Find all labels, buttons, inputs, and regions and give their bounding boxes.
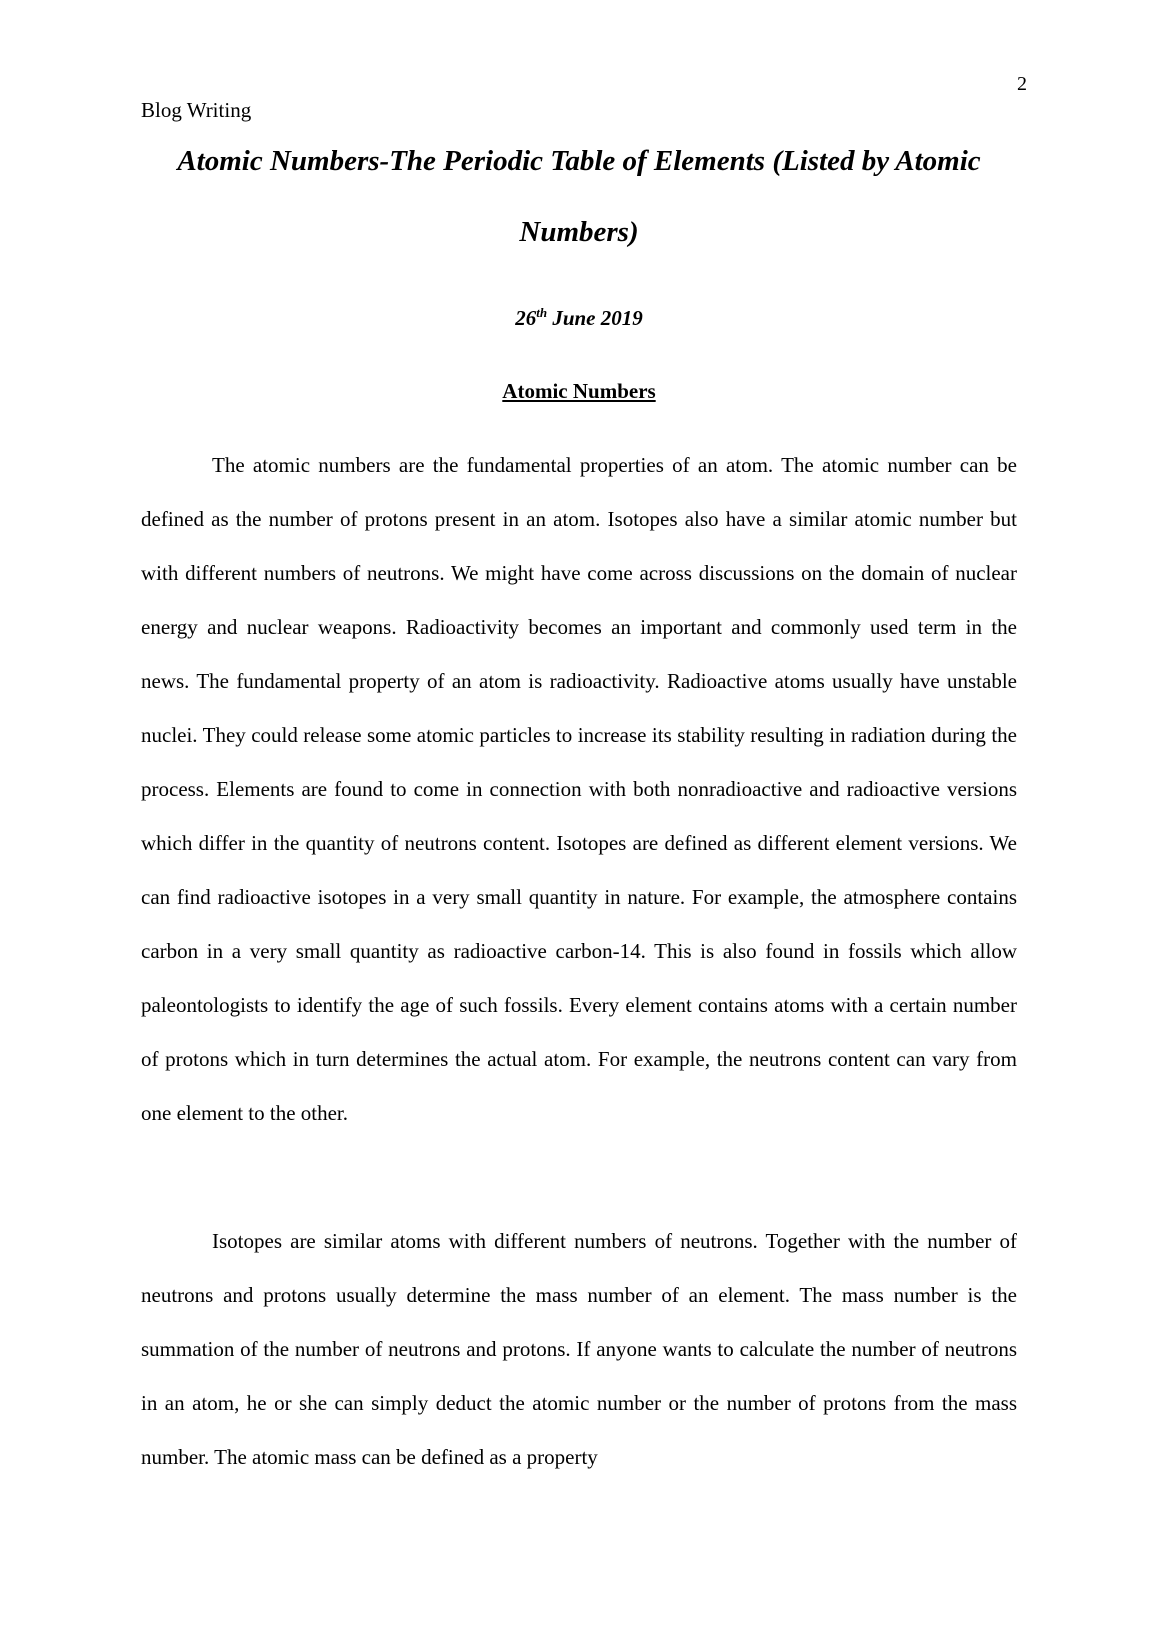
page-number: 2	[1017, 73, 1027, 95]
date-month-year: June 2019	[547, 306, 643, 330]
running-head: Blog Writing	[141, 98, 252, 122]
section-heading: Atomic Numbers	[502, 379, 656, 403]
body-paragraph: Isotopes are similar atoms with different numbers of neutrons. Together with the number of neutrons and protons usually determine the mass number of an element. The mass number is the summation of the number of neutrons and protons. If anyone wants to calculate the number of neutrons in an atom, he or she can simply deduct the atomic number or the number of protons from the mass number. The atomic mass can be defined as a property	[141, 1229, 1017, 1469]
publication-date	[141, 304, 1017, 332]
body-paragraph: The atomic numbers are the fundamental properties of an atom. The atomic number can be defined as the number of protons present in an atom. Isotopes also have a similar atomic number but with different numbers of neutrons. We might have come across discussions on the domain of nuclear energy and nuclear weapons. Radioactivity becomes an important and commonly used term in the news. The fundamental property of an atom is radioactivity. Radioactive atoms usually have unstable nuclei. They could release some atomic particles to increase its stability resulting in radiation during the process. Elements are found to come in connection with both nonradioactive and radioactive versions which differ in the quantity of neutrons content. Isotopes are defined as different element versions. We can find radioactive isotopes in a very small quantity in nature. For example, the atmosphere contains carbon in a very small quantity as radioactive carbon-14. This is also found in fossils which allow paleontologists to identify the age of such fossils. Every element contains atoms with a certain number of protons which in turn determines the actual atom. For example, the neutrons content can vary from one element to the other.	[141, 453, 1017, 1125]
page-title: Atomic Numbers-The Periodic Table of Elements (Listed by Atomic Numbers)	[177, 145, 981, 248]
date-day: 26	[515, 306, 537, 330]
date-suffix: th	[536, 305, 548, 320]
